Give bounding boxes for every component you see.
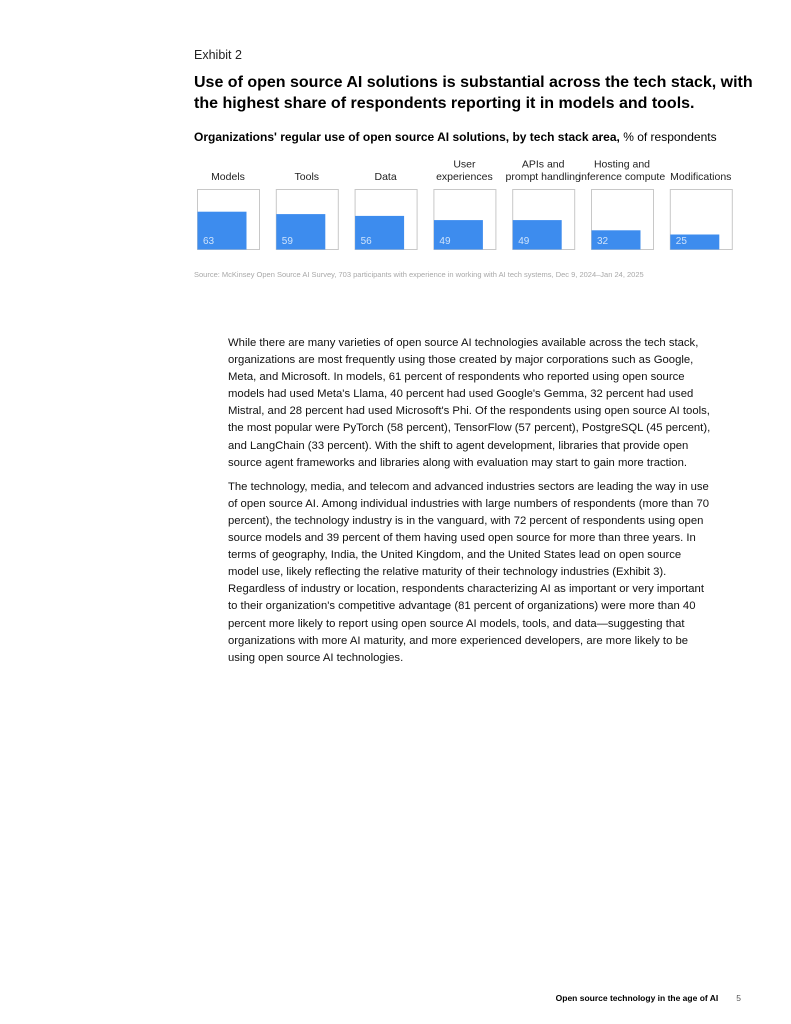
- category-label: Data: [374, 171, 397, 183]
- page-footer: [0, 993, 741, 1003]
- footer-page-number: 5: [736, 993, 741, 1003]
- category-label: User: [453, 158, 476, 171]
- bar-value-label: 56: [360, 236, 372, 247]
- footer-publication: Open source technology in the age of AI: [555, 993, 719, 1003]
- exhibit-title: Use of open source AI solutions is substantial across the tech stack, with the highest share of respondents reporting it in models and tools.: [194, 74, 753, 112]
- chart-subtitle-main: Organizations' regular use of open source AI solutions, by tech stack area,: [194, 130, 620, 144]
- bar-value-label: 63: [203, 236, 215, 247]
- source-note: Source: McKinsey Open Source AI Survey, 703 participants with experience in working with AI tech systems, Dec 9, 2024–Jan 24, 2025: [194, 270, 644, 279]
- bar-chart: [0, 150, 791, 260]
- body-paragraph-1: While there are many varieties of open source AI technologies available across the tech stack, organizations are most frequently using those created by major corporations such as Google, Meta, and Microsoft. In models, 61 percent of respondents who reported using open source models had used Meta's Llama, 40 percent had used Google's Gemma, 32 percent had used Mistral, and 28 percent had used Microsoft's Phi. Of the respondents using open source AI tools, the most popular were PyTorch (58 percent), TensorFlow (57 percent), PostgreSQL (45 percent), and LangChain (33 percent). With the shift to agent development, libraries that provide open source agent frameworks and libraries along with evaluation may start to gain more traction.: [228, 337, 711, 469]
- bar-value-label: 49: [518, 236, 530, 247]
- chart-subtitle-unit: % of respondents: [619, 130, 717, 144]
- category-label: Hosting and: [593, 158, 651, 171]
- category-label: experiences: [436, 171, 493, 183]
- body-text: [228, 335, 714, 674]
- exhibit-label: Exhibit 2: [194, 48, 242, 62]
- category-label: APIs and: [521, 158, 565, 171]
- category-label: Modifications: [670, 171, 732, 183]
- category-label: Models: [211, 171, 245, 183]
- category-label: Tools: [294, 171, 320, 183]
- bar-value-label: 59: [281, 236, 293, 247]
- category-label: inference compute: [578, 171, 666, 183]
- bar-value-label: 32: [597, 236, 609, 247]
- bar-value-label: 49: [439, 236, 451, 247]
- body-paragraph-2: The technology, media, and telecom and advanced industries sectors are leading the way in use of open source AI. Among individual industries with large numbers of respondents (more than 70 percent), the technology industry is in the vanguard, with 72 percent of respondents using open source models and 39 percent of them having used open source for more than three years. In terms of geography, India, the United Kingdom, and the United States lead on open source model use, likely reflecting the relative maturity of their technology industries (Exhibit 3). Regardless of industry or location, respondents characterizing AI as important or very important to their organization's competitive advantage (81 percent of organizations) were more than 40 percent more likely to report using open source AI models, tools, and data—suggesting that organizations with more AI maturity, and more experienced developers, are more likely to be using open source AI technologies.: [228, 480, 710, 664]
- category-label: prompt handling: [505, 171, 581, 183]
- chart-subtitle: [194, 130, 754, 144]
- bar-value-label: 25: [675, 236, 687, 247]
